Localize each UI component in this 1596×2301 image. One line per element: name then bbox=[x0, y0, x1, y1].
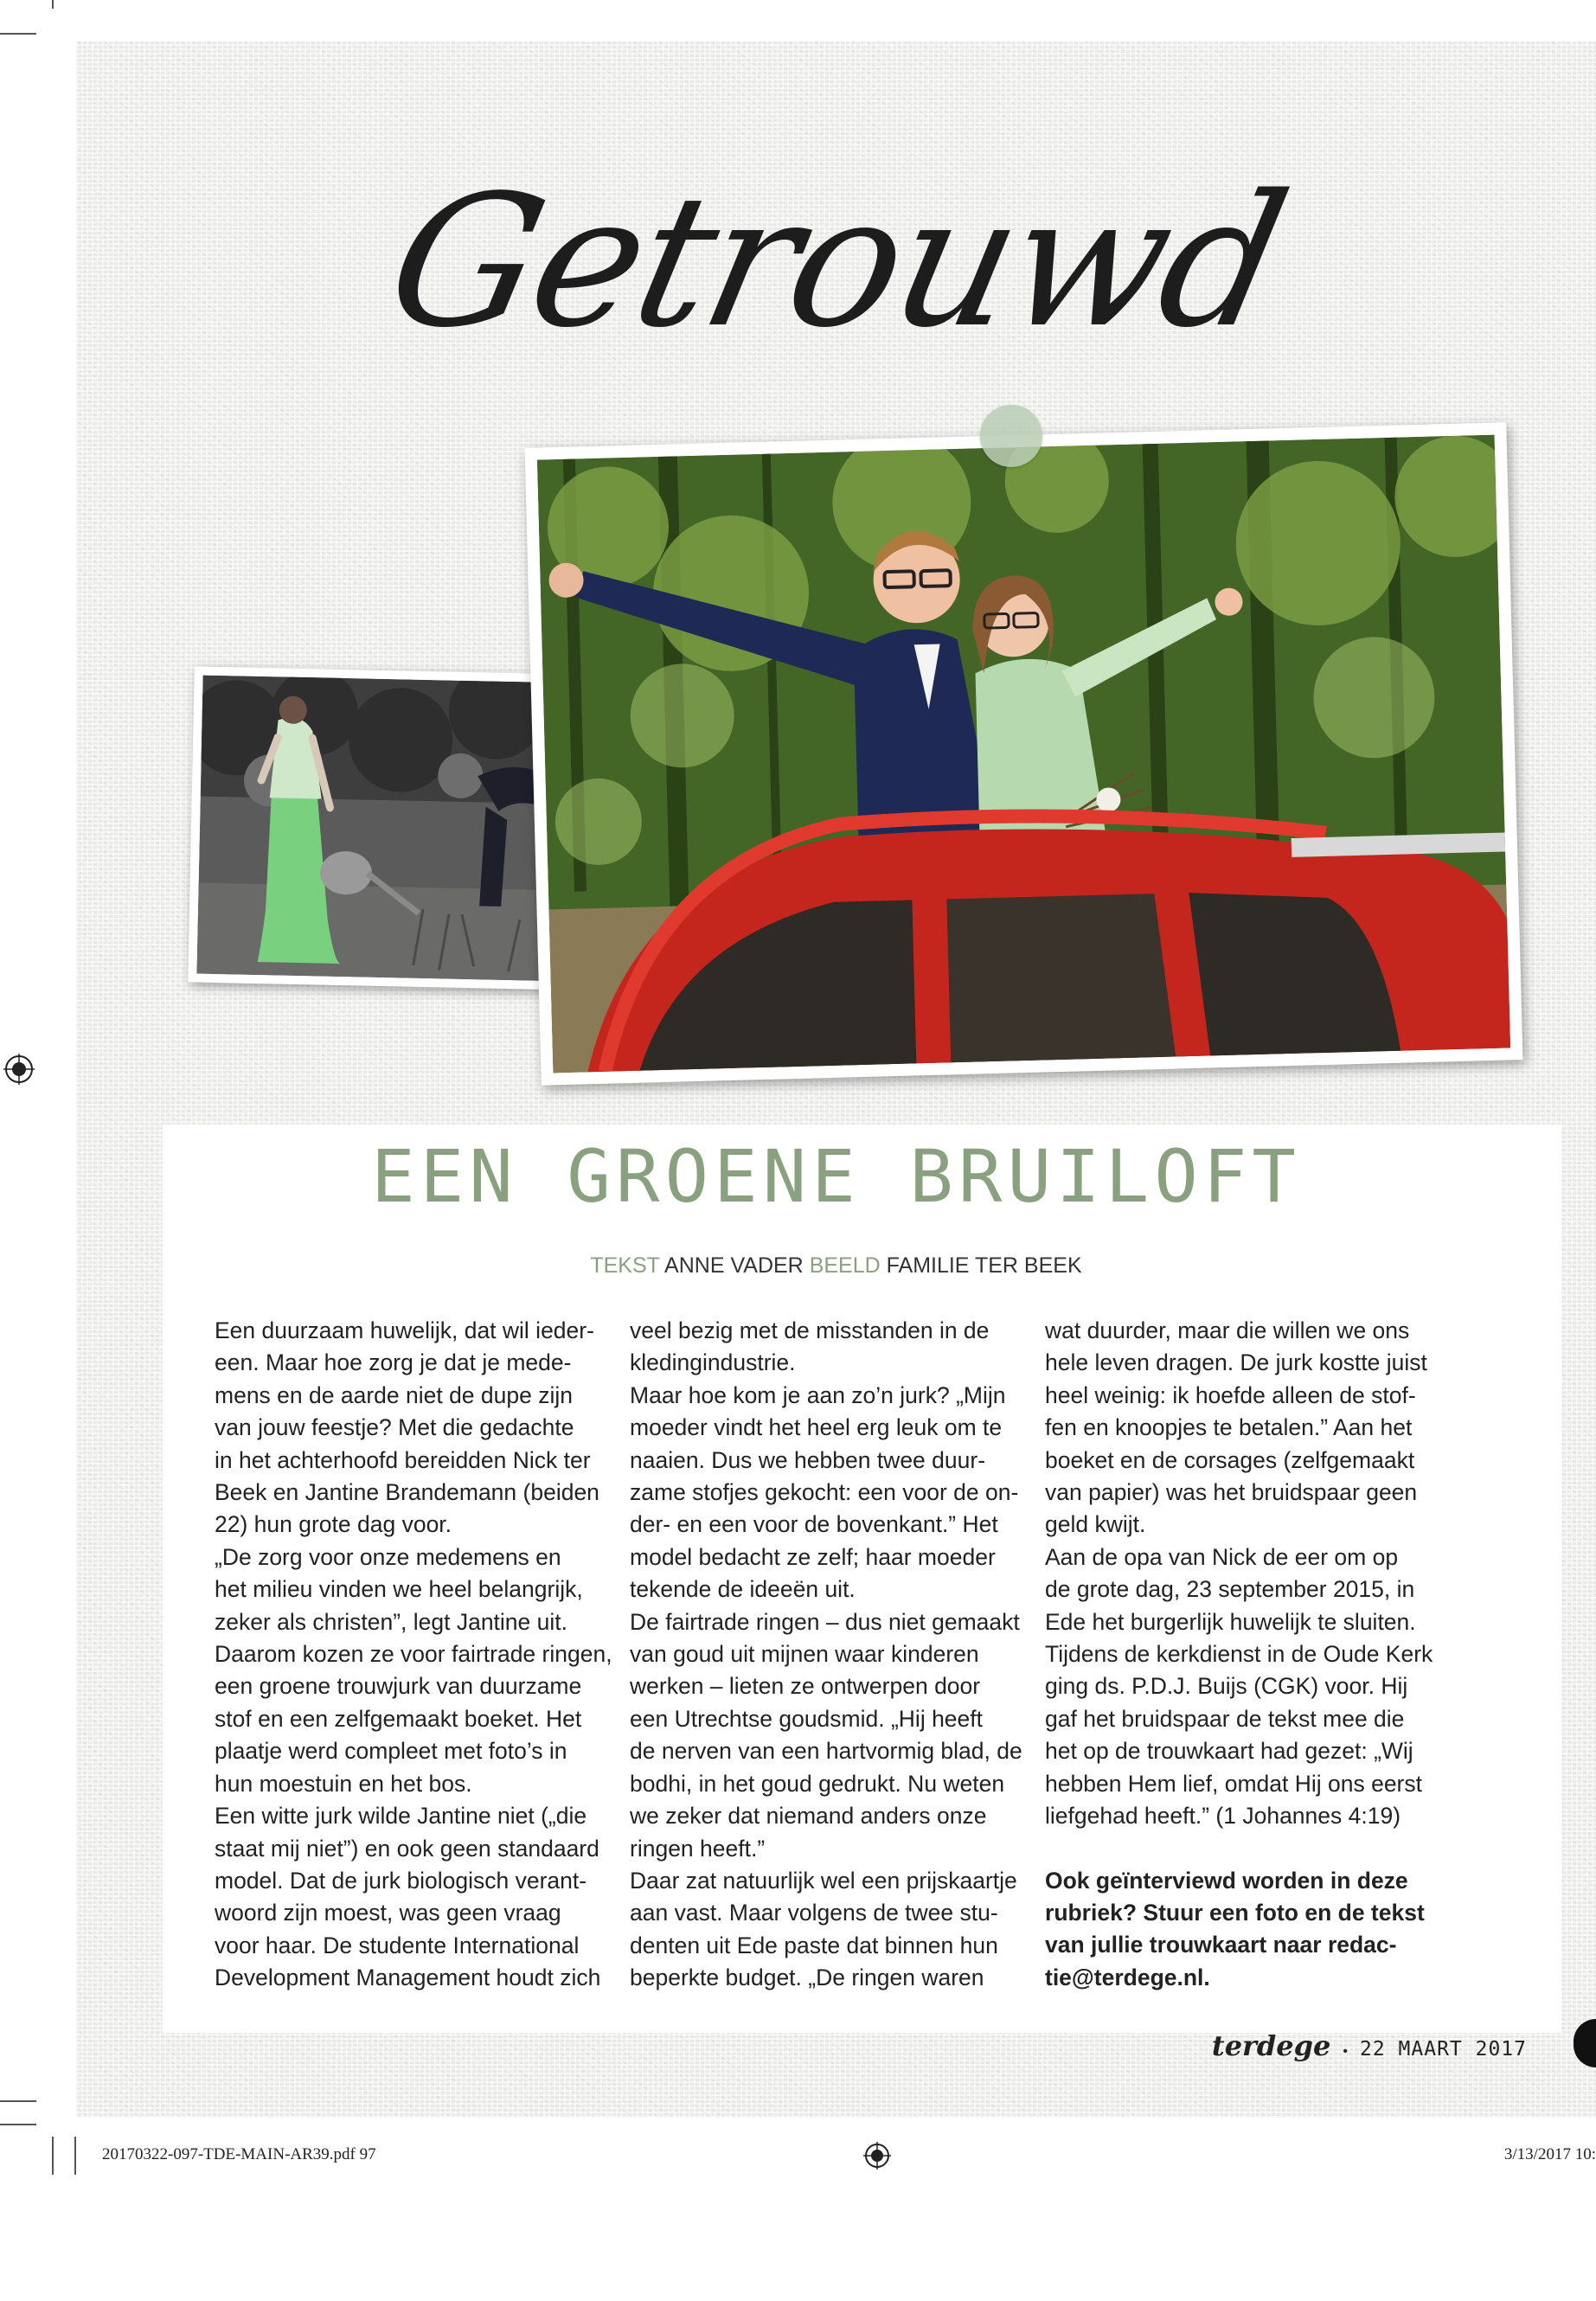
article-line: Maar hoe kom je aan zo’n jurk? „Mijn bbox=[630, 1381, 1006, 1408]
article-line: in het achterhoofd bereidden Nick ter bbox=[215, 1446, 591, 1473]
article-line: kledingindustrie. bbox=[630, 1349, 796, 1376]
article-line: het op de trouwkaart had gezet: „Wij bbox=[1045, 1738, 1413, 1765]
article-line: der- en een voor de bovenkant.” Het bbox=[630, 1511, 998, 1538]
page-footer bbox=[1212, 2029, 1527, 2062]
crop-mark bbox=[0, 2124, 36, 2125]
article-line: het milieu vinden we heel belangrijk, bbox=[215, 1576, 583, 1603]
article-line: De fairtrade ringen – dus niet gemaakt bbox=[630, 1608, 1020, 1635]
callout-line: Ook geïnterviewd worden in deze bbox=[1045, 1867, 1408, 1894]
article-line: model. Dat de jurk biologisch verant- bbox=[215, 1867, 587, 1894]
article-line: Een duurzaam huwelijk, dat wil ieder- bbox=[215, 1317, 594, 1343]
article-line: beperkte budget. „De ringen waren bbox=[630, 1965, 984, 1991]
article-line: „De zorg voor onze medemens en bbox=[215, 1543, 561, 1570]
photo-main-couple bbox=[525, 422, 1523, 1085]
article-line: veel bezig met de misstanden in de bbox=[630, 1317, 990, 1343]
article-line: van goud uit mijnen waar kinderen bbox=[630, 1641, 979, 1668]
article-line: Tijdens de kerkdienst in de Oude Kerk bbox=[1045, 1641, 1433, 1668]
photo-pin bbox=[980, 405, 1042, 467]
article-line: van jouw feestje? Met die gedachte bbox=[215, 1414, 574, 1441]
article-line: tekende de ideeën uit. bbox=[630, 1576, 856, 1603]
article-credits bbox=[76, 1253, 1596, 1279]
article-headline: EEN GROENE BRUILOFT bbox=[371, 1134, 1301, 1219]
crop-mark bbox=[0, 2100, 36, 2102]
article-line: Een witte jurk wilde Jantine niet („die bbox=[215, 1803, 587, 1830]
credit-image-label: BEELD bbox=[809, 1253, 881, 1278]
print-slug: 20170322-097-TDE-MAIN-AR39.pdf 97 bbox=[102, 2145, 376, 2163]
article-line: zeker als christen”, legt Jantine uit. bbox=[215, 1608, 567, 1635]
article-body bbox=[215, 1315, 1460, 1998]
article-line: hun moestuin en het bos. bbox=[215, 1770, 472, 1797]
article-line: Development Management houdt zich bbox=[215, 1965, 601, 1991]
print-timestamp: 3/13/2017 10: bbox=[1503, 2145, 1596, 2163]
article-line: de nerven van een hartvormig blad, de bbox=[630, 1738, 1022, 1765]
page-number-tab bbox=[1574, 2019, 1596, 2067]
article-line: de grote dag, 23 september 2015, in bbox=[1045, 1576, 1415, 1603]
article-line: Ede het burgerlijk huwelijk te sluiten. bbox=[1045, 1608, 1416, 1635]
article-line: 22) hun grote dag voor. bbox=[215, 1511, 452, 1538]
magazine-page bbox=[76, 42, 1596, 2118]
article-line: ringen heeft.” bbox=[630, 1835, 766, 1862]
article-line: moeder vindt het heel erg leuk om te bbox=[630, 1414, 1003, 1441]
article-line: mens en de aarde niet de dupe zijn bbox=[215, 1381, 573, 1408]
article-line: boeket en de corsages (zelfgemaakt bbox=[1045, 1446, 1415, 1473]
article-column-1 bbox=[215, 1315, 630, 1998]
article-line: fen en knoopjes te betalen.” Aan het bbox=[1045, 1414, 1413, 1441]
article-line: ging ds. P.D.J. Buijs (CGK) voor. Hij bbox=[1045, 1673, 1408, 1700]
registration-mark-icon bbox=[863, 2142, 891, 2170]
credit-author: ANNE VADER bbox=[664, 1253, 804, 1278]
article-line: aan vast. Maar volgens de twee stu- bbox=[630, 1900, 998, 1926]
article-line: bodhi, in het goud gedrukt. Nu weten bbox=[630, 1770, 1005, 1797]
article-line: stof en een zelfgemaakt boeket. Het bbox=[215, 1705, 582, 1732]
article-line: Beek en Jantine Brandemann (beiden bbox=[215, 1479, 599, 1506]
article-column-2 bbox=[630, 1315, 1045, 1998]
article-line: geld kwijt. bbox=[1045, 1511, 1146, 1538]
article-line: hebben Hem lief, omdat Hij ons eerst bbox=[1045, 1770, 1422, 1797]
callout-paragraph bbox=[1045, 1865, 1460, 1995]
article-line: werken – lieten ze ontwerpen door bbox=[630, 1673, 981, 1700]
callout-line: van jullie trouwkaart naar redac- bbox=[1045, 1932, 1397, 1958]
magazine-brand: terdege bbox=[1211, 2029, 1331, 2062]
section-title: Getrouwd bbox=[372, 156, 1300, 368]
crop-mark bbox=[52, 2137, 54, 2175]
article-line: gaf het bruidspaar de tekst mee die bbox=[1045, 1705, 1405, 1732]
callout-line: rubriek? Stuur een foto en de tekst bbox=[1045, 1899, 1425, 1926]
callout-line: tie@terdege.nl. bbox=[1045, 1964, 1210, 1990]
article-line: heel weinig: ik hoefde alleen de stof- bbox=[1045, 1381, 1416, 1408]
couple-photo-image bbox=[537, 435, 1510, 1074]
credit-text-label: TEKST bbox=[590, 1253, 660, 1278]
article-line: denten uit Ede paste dat binnen hun bbox=[630, 1932, 998, 1958]
article-line: voor haar. De studente International bbox=[215, 1932, 580, 1958]
article-line: zame stofjes gekocht: een voor de on- bbox=[630, 1479, 1019, 1506]
article-line: plaatje werd compleet met foto’s in bbox=[215, 1738, 567, 1765]
article-line: staat mij niet”) en ook geen standaard bbox=[215, 1835, 599, 1862]
crop-mark bbox=[74, 2137, 76, 2175]
article-line: naaien. Dus we hebben twee duur- bbox=[630, 1446, 986, 1473]
crop-mark bbox=[52, 0, 54, 9]
article-line: hele leven dragen. De jurk kostte juist bbox=[1045, 1349, 1427, 1376]
registration-mark-icon bbox=[3, 1054, 35, 1085]
article-line: we zeker dat niemand anders onze bbox=[630, 1803, 987, 1830]
article-line: model bedacht ze zelf; haar moeder bbox=[630, 1543, 996, 1570]
article-line: een Utrechtse goudsmid. „Hij heeft bbox=[630, 1705, 984, 1732]
article-line: Daar zat natuurlijk wel een prijskaartje bbox=[630, 1867, 1017, 1894]
footer-separator: • bbox=[1343, 2044, 1348, 2059]
article-column-3 bbox=[1045, 1315, 1460, 1998]
issue-date: 22 MAART 2017 bbox=[1359, 2038, 1527, 2061]
article-line: een. Maar hoe zorg je dat je mede- bbox=[215, 1349, 572, 1376]
article-line: liefgehad heeft.” (1 Johannes 4:19) bbox=[1045, 1803, 1401, 1830]
article-line: Daarom kozen ze voor fairtrade ringen, bbox=[215, 1641, 612, 1668]
article-line: van papier) was het bruidspaar geen bbox=[1045, 1479, 1418, 1506]
credit-photographer: FAMILIE TER BEEK bbox=[886, 1253, 1082, 1278]
article-line: een groene trouwjurk van duurzame bbox=[215, 1673, 582, 1700]
article-column-3-text bbox=[1045, 1315, 1460, 1833]
article-line: woord zijn moest, was geen vraag bbox=[215, 1900, 561, 1926]
crop-mark bbox=[0, 33, 36, 35]
article-line: Aan de opa van Nick de eer om op bbox=[1045, 1543, 1399, 1570]
article-line: wat duurder, maar die willen we ons bbox=[1045, 1317, 1410, 1343]
